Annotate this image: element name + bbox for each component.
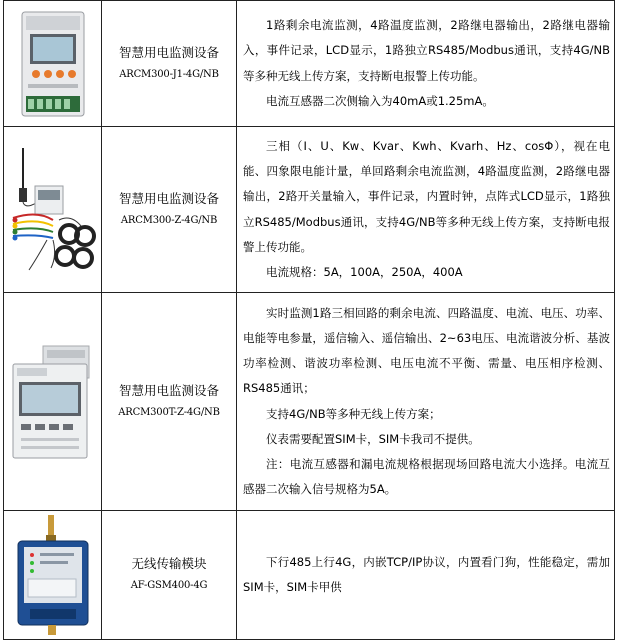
product-model: ARCM300T-Z-4G/NB <box>118 406 220 418</box>
product-description-cell <box>237 1 615 127</box>
product-name-cell <box>102 293 237 511</box>
product-model: ARCM300-J1-4G/NB <box>119 68 219 80</box>
description-paragraph: 仪表需要配置SIM卡，SIM卡我司不提供。 <box>266 431 480 446</box>
meter-with-sensors-photo <box>7 140 99 280</box>
product-model: AF-GSM400-4G <box>130 580 208 591</box>
description-paragraph: 实时监测1路三相回路的剩余电流、四路温度、电流、电压、功率、电能等电参量，遥信输入、遥信输出、2~63电压、电流谐波分析、基波功率检测、谐波功率检测、电压电流不平衡、需量、电压相序检测、RS485通讯； <box>243 305 610 396</box>
table-row <box>4 511 615 640</box>
product-spec-table <box>3 0 615 640</box>
table-row <box>4 293 615 511</box>
table-row <box>4 1 615 127</box>
product-name: 无线传输模块 <box>131 556 207 571</box>
product-image-cell <box>4 293 102 511</box>
description-paragraph: 支持4G/NB等多种无线上传方案； <box>266 406 441 421</box>
product-image-cell <box>4 511 102 640</box>
product-name: 智慧用电监测设备 <box>118 44 219 60</box>
description-paragraph: 电流规格：5A，100A，250A，400A <box>266 264 463 279</box>
product-image-cell <box>4 1 102 127</box>
product-name-cell <box>102 127 237 293</box>
product-name-cell <box>102 511 237 640</box>
product-name: 智慧用电监测设备 <box>118 190 219 206</box>
product-description-cell <box>237 127 615 293</box>
product-description-cell <box>237 293 615 511</box>
product-name-cell <box>102 1 237 127</box>
table-row <box>4 127 615 293</box>
monitoring-device-photo <box>7 342 99 462</box>
product-model: ARCM300-Z-4G/NB <box>120 214 218 226</box>
din-rail-meter-photo <box>14 8 92 120</box>
description-paragraph: 三相（I、U、Kw、Kvar、Kwh、Kvarh、Hz、cosΦ），视在电能、四象限电能计量，单回路剩余电流监测，4路温度监测，2路继电器输出，2路开关量输入，事件记录，内置时钟，点阵式LCD显示，1路独立RS485/Modbus通讯，支持4G/NB等多种无线上传方案，支持断电报警上传功能。 <box>243 138 610 254</box>
wireless-module-photo <box>12 515 94 635</box>
description-paragraph: 1路剩余电流监测，4路温度监测，2路继电器输出，2路继电器输入，事件记录，LCD显示，1路独立RS485/Modbus通讯，支持4G/NB等多种无线上传方案，支持断电报警上传功能。 <box>243 18 610 83</box>
description-paragraph: 注：电流互感器和漏电流规格根据现场回路电流大小选择。电流互感器二次输入信号规格为5A。 <box>243 456 610 497</box>
description-paragraph: 下行485上行4G，内嵌TCP/IP协议，内置看门狗，性能稳定，需加SIM卡，SIM卡甲供 <box>243 554 610 594</box>
product-description-cell <box>237 511 615 640</box>
product-name: 智慧用电监测设备 <box>118 382 219 398</box>
description-paragraph: 电流互感器二次侧输入为40mA或1.25mA。 <box>266 93 494 108</box>
product-image-cell <box>4 127 102 293</box>
